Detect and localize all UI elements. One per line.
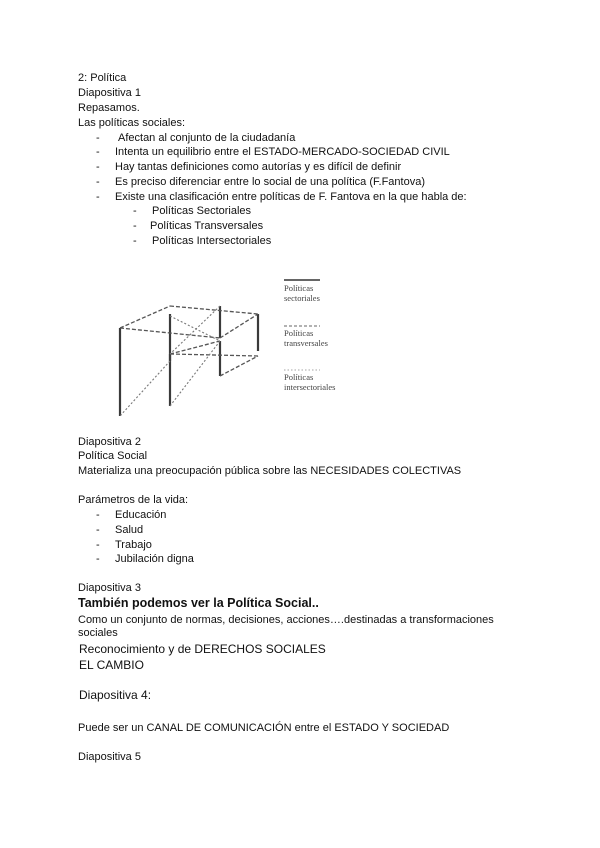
slide3-line1: Como un conjunto de normas, decisiones, acciones….destinadas a transformaciones bbox=[78, 614, 494, 626]
bullet-dash: - bbox=[96, 146, 100, 158]
slide1-bullet: Hay tantas definiciones como autorías y es difícil de definir bbox=[115, 161, 402, 173]
beam-top-left bbox=[120, 306, 170, 328]
beam-top-back bbox=[170, 306, 258, 314]
slide3-line3: Reconocimiento y de DERECHOS SOCIALES bbox=[79, 642, 326, 656]
sectoral-pillars bbox=[120, 306, 258, 416]
bullet-dash: - bbox=[96, 509, 100, 521]
slide1-lead: Las políticas sociales: bbox=[78, 117, 185, 129]
beam-mid bbox=[170, 341, 220, 354]
bullet-dash: - bbox=[96, 132, 100, 144]
bullet-dash: - bbox=[96, 161, 100, 173]
slide3-headline: También podemos ver la Política Social.. bbox=[78, 596, 319, 610]
beam-mid-right bbox=[220, 356, 258, 376]
legend-sectoriales-line2: sectoriales bbox=[284, 293, 320, 303]
legend-intersectoriales-line2: intersectoriales bbox=[284, 382, 336, 392]
bullet-dash: - bbox=[96, 176, 100, 188]
slide1-title: Diapositiva 1 bbox=[78, 87, 141, 99]
legend-intersectoriales-line1: Políticas bbox=[284, 372, 314, 382]
diagonal-1 bbox=[170, 306, 220, 354]
slide2-param: Educación bbox=[115, 509, 167, 521]
slide3-line2: sociales bbox=[78, 627, 118, 639]
legend-sectoriales bbox=[284, 280, 320, 303]
diagonal-3 bbox=[170, 341, 220, 406]
slide2-param: Jubilación digna bbox=[115, 553, 194, 565]
slide1-bullet: Afectan al conjunto de la ciudadanía bbox=[118, 132, 296, 144]
slide2-title: Diapositiva 2 bbox=[78, 436, 141, 448]
legend-transversales-line2: transversales bbox=[284, 338, 328, 348]
bullet-dash: - bbox=[133, 235, 137, 247]
bullet-dash: - bbox=[96, 553, 100, 565]
legend-sectoriales-line1: Políticas bbox=[284, 283, 314, 293]
slide3-title: Diapositiva 3 bbox=[78, 582, 141, 594]
bullet-dash: - bbox=[133, 205, 137, 217]
slide3-line4: EL CAMBIO bbox=[79, 658, 144, 672]
slide4-title: Diapositiva 4: bbox=[79, 688, 152, 702]
slide1-bullet: Intenta un equilibrio entre el ESTADO-MERCADO-SOCIEDAD CIVIL bbox=[115, 146, 450, 158]
legend-transversales bbox=[284, 326, 328, 348]
beam-mid-back bbox=[170, 354, 258, 356]
legend-transversales-line1: Políticas bbox=[284, 328, 314, 338]
slide2-text: Materializa una preocupación pública sobre las NECESIDADES COLECTIVAS bbox=[78, 465, 462, 477]
transversal-beams bbox=[120, 306, 258, 376]
slide4-text: Puede ser un CANAL DE COMUNICACIÓN entre el ESTADO Y SOCIEDAD bbox=[78, 722, 450, 734]
slide1-intro: Repasamos. bbox=[78, 102, 140, 114]
beam-top-right bbox=[220, 314, 258, 338]
slide2-params-label: Parámetros de la vida: bbox=[78, 494, 189, 506]
slide2-subtitle: Política Social bbox=[78, 450, 148, 462]
slide1-bullet: Es preciso diferenciar entre lo social de una política (F.Fantova) bbox=[115, 176, 425, 188]
bullet-dash: - bbox=[96, 191, 100, 203]
legend-intersectoriales bbox=[284, 370, 335, 392]
bullet-dash: - bbox=[96, 524, 100, 536]
bullet-dash: - bbox=[133, 220, 137, 232]
policies-structure-diagram bbox=[110, 276, 350, 421]
bullet-dash: - bbox=[96, 539, 100, 551]
slide5-title: Diapositiva 5 bbox=[78, 751, 141, 763]
slide1-subbullet: Políticas Intersectoriales bbox=[152, 235, 272, 247]
diagonal-2 bbox=[120, 361, 170, 416]
slide1-bullet: Existe una clasificación entre políticas de F. Fantova en la que habla de: bbox=[115, 191, 467, 203]
slide1-subbullet: Políticas Transversales bbox=[150, 220, 264, 232]
slide2-param: Salud bbox=[115, 524, 144, 536]
document-heading: 2: Política bbox=[78, 72, 127, 84]
slide1-subbullet: Políticas Sectoriales bbox=[152, 205, 252, 217]
slide2-param: Trabajo bbox=[115, 539, 152, 551]
